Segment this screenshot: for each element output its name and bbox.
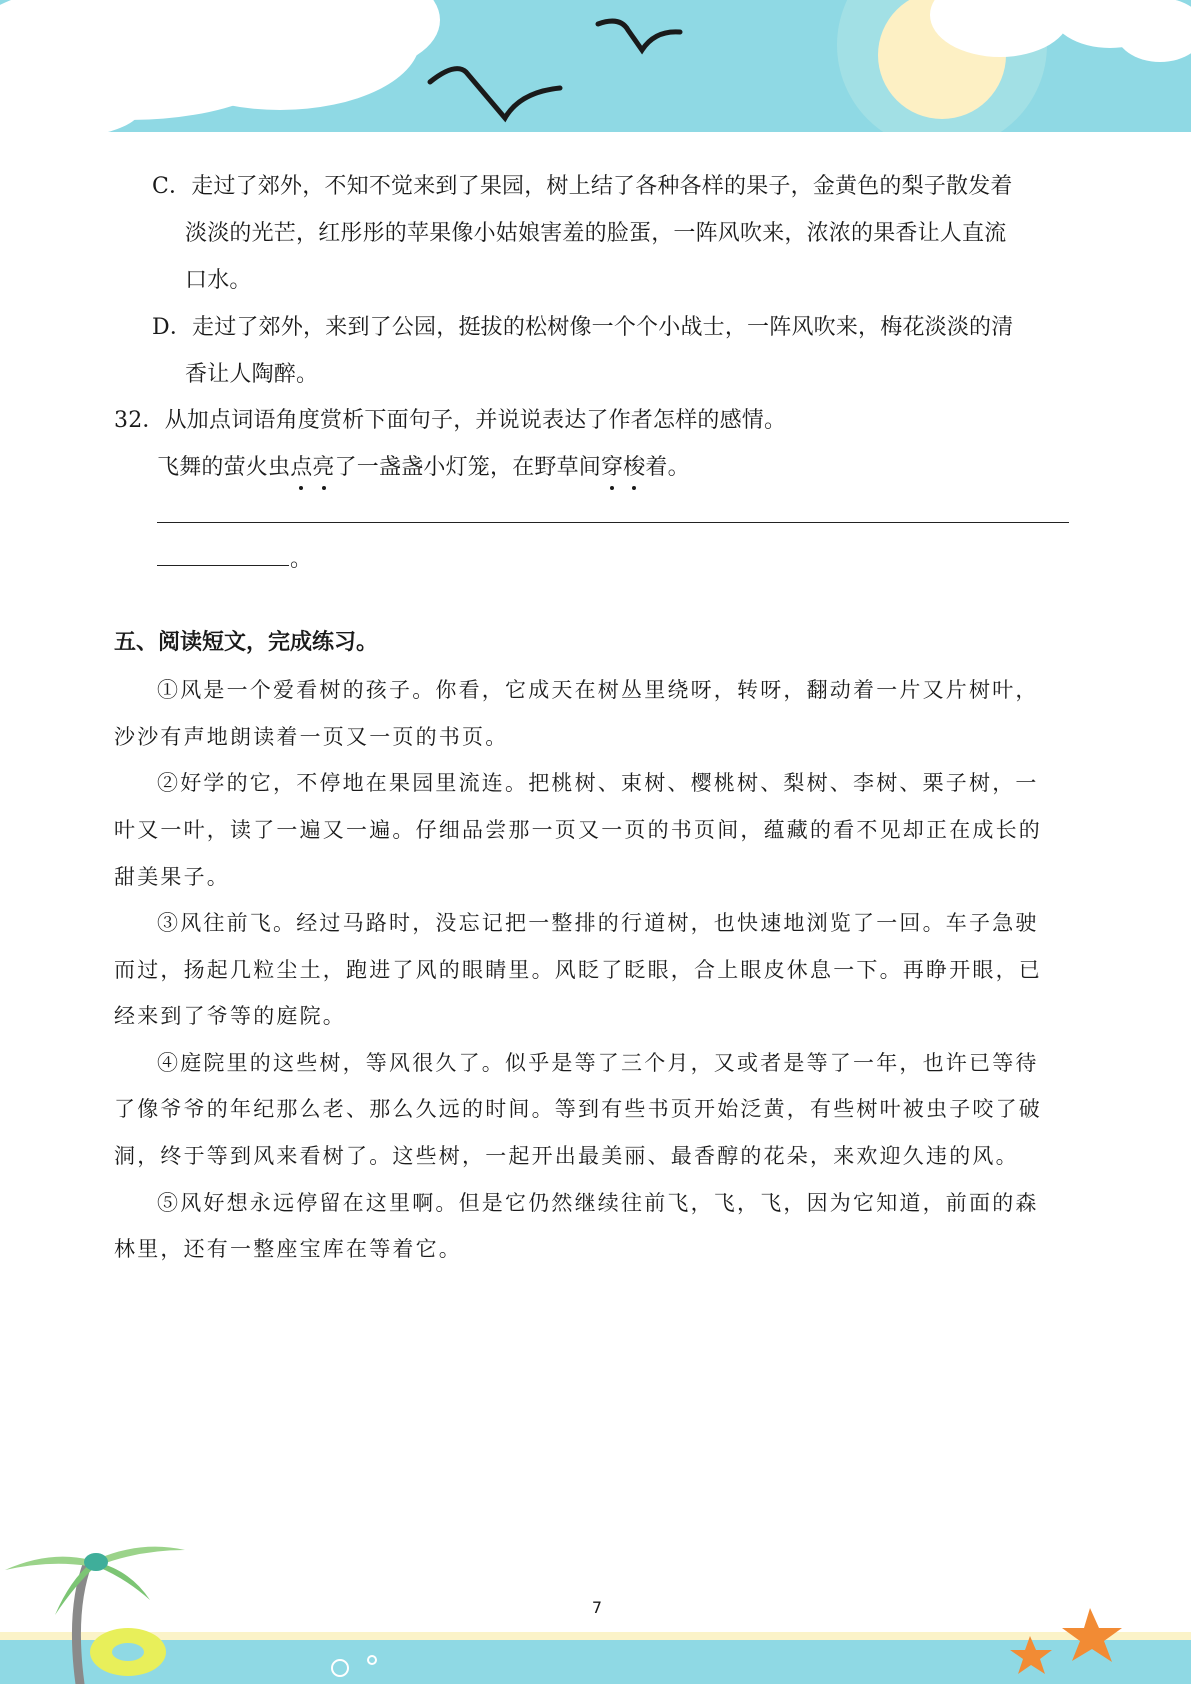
passage-paragraph-2-line-2: 叶又一叶，读了一遍又一遍。仔细品尝那一页又一页的书页间，蕴藏的看不见却正在成长的 <box>114 818 1042 842</box>
float-ring-icon <box>90 1628 166 1676</box>
answer-line[interactable] <box>157 522 1069 523</box>
passage-paragraph-4-line-1: ④庭院里的这些树，等风很久了。似乎是等了三个月，又或者是等了一年，也许已等待 <box>157 1051 1039 1075</box>
passage-paragraph-3-line-2: 而过，扬起几粒尘土，跑进了风的眼睛里。风眨了眨眼，合上眼皮休息一下。再睁开眼，已 <box>114 958 1042 982</box>
sea-band <box>0 1638 1191 1684</box>
passage-paragraph-5-line-2: 林里，还有一整座宝库在等着它。 <box>114 1237 462 1261</box>
passage-paragraph-1-line-1: ①风是一个爱看树的孩子。你看，它成天在树丛里绕呀，转呀，翻动着一片又片树叶， <box>157 678 1039 702</box>
sentence-text: 着。 <box>645 455 690 480</box>
dotted-char: 点 <box>290 453 312 483</box>
answer-end-mark: 。 <box>290 547 313 572</box>
option-c-line-3: 口水。 <box>185 268 252 293</box>
passage-paragraph-3-line-3: 经来到了爷等的庭院。 <box>114 1004 346 1028</box>
section-5-title: 五、阅读短文，完成练习。 <box>114 630 379 655</box>
option-c-line-2: 淡淡的光芒，红彤彤的苹果像小姑娘害羞的脸蛋，一阵风吹来，浓浓的果香让人直流 <box>185 221 1007 246</box>
option-d-line-1: D．走过了郊外，来到了公园，挺拔的松树像一个个小战士，一阵风吹来，梅花淡淡的清 <box>152 315 1014 340</box>
sentence-text: 飞舞的萤火虫 <box>157 455 291 480</box>
passage-paragraph-2-line-1: ②好学的它，不停地在果园里流连。把桃树、束树、樱桃树、梨树、李树、栗子树，一 <box>157 771 1039 795</box>
dotted-char: 梭 <box>623 453 645 483</box>
dotted-char: 穿 <box>601 453 623 483</box>
passage-paragraph-2-line-3: 甜美果子。 <box>114 865 230 889</box>
option-d-line-2: 香让人陶醉。 <box>185 362 319 387</box>
passage-paragraph-5-line-1: ⑤风好想永远停留在这里啊。但是它仍然继续往前飞，飞，飞，因为它知道，前面的森 <box>157 1191 1039 1215</box>
question-32-prompt: 32．从加点词语角度赏析下面句子，并说说表达了作者怎样的感情。 <box>114 408 787 433</box>
header-banner <box>0 0 1191 140</box>
dotted-char: 亮 <box>312 453 334 483</box>
passage-paragraph-4-line-3: 洞，终于等到风来看树了。这些树，一起开出最美丽、最香醇的花朵，来欢迎久违的风。 <box>114 1144 1019 1168</box>
sentence-text: 了一盏盏小灯笼，在野草间 <box>334 455 602 480</box>
page-number: 7 <box>591 1598 603 1617</box>
answer-line-short[interactable] <box>157 565 289 566</box>
passage-paragraph-3-line-1: ③风往前飞。经过马路时，没忘记把一整排的行道树，也快速地浏览了一回。车子急驶 <box>157 911 1039 935</box>
question-32-sentence <box>157 453 690 483</box>
option-c-line-1: C．走过了郊外，不知不觉来到了果园，树上结了各种各样的果子，金黄色的梨子散发着 <box>152 174 1013 199</box>
passage-paragraph-4-line-2: 了像爷爷的年纪那么老、那么久远的时间。等到有些书页开始泛黄，有些树叶被虫子咬了破 <box>114 1097 1042 1121</box>
passage-paragraph-1-line-2: 沙沙有声地朗读着一页又一页的书页。 <box>114 725 509 749</box>
